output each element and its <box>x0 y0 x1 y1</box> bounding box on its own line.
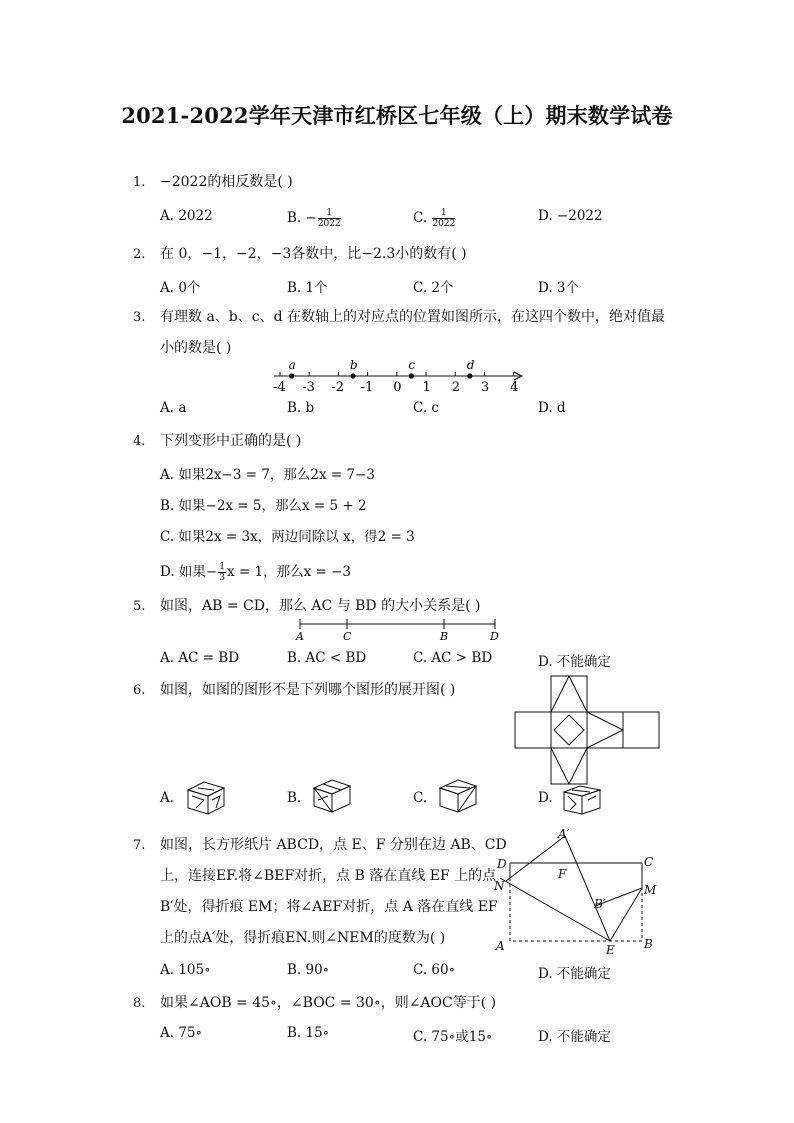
option-d[interactable]: D. 3个 <box>538 280 580 296</box>
option-a[interactable]: A. 2022 <box>160 208 213 224</box>
question-number: 1. <box>133 175 146 190</box>
fraction-numerator: 1 <box>318 208 341 219</box>
net-face-right <box>587 712 623 748</box>
label-a: A <box>496 939 505 953</box>
question-text: 如图，AB = CD，那么 AC 与 BD 的大小关系是( ) <box>160 598 481 614</box>
axis-tick-label: -3 <box>302 380 315 395</box>
question-number: 8. <box>133 996 146 1011</box>
option-c[interactable]: C. AC > BD <box>413 650 493 666</box>
net-face-far-right <box>623 712 659 748</box>
option-d[interactable]: D. 不能确定 <box>538 1029 611 1045</box>
label-e: E <box>606 943 615 957</box>
net-triangle-right <box>587 712 623 748</box>
axis-tick-label: -2 <box>331 380 345 395</box>
option-a[interactable]: A. 105∘ <box>160 962 211 978</box>
number-line-figure <box>268 358 528 398</box>
point-label-d: d <box>466 358 475 372</box>
fraction-numerator: 1 <box>432 208 455 219</box>
page-title: 2021-2022学年天津市红桥区七年级（上）期末数学试卷 <box>121 103 673 128</box>
question-text-line-4: 上的点A′处，得折痕EN.则∠NEM的度数为( ) <box>160 930 446 946</box>
fraction-denominator: 2022 <box>432 219 456 229</box>
question-number: 6. <box>133 683 146 698</box>
option-c[interactable]: C. 2个 <box>413 280 454 296</box>
label-b-prime: B′ <box>594 897 606 911</box>
cube-option-b-figure <box>310 776 354 816</box>
option-b[interactable]: B. b <box>287 400 315 416</box>
question-text: 如图，如图的图形不是下列哪个图形的展开图( ) <box>160 682 456 698</box>
option-d[interactable]: D. d <box>538 400 566 416</box>
net-triangle-bottom <box>551 748 587 784</box>
option-d[interactable]: D. 不能确定 <box>538 966 611 982</box>
fraction <box>218 562 226 583</box>
option-b[interactable]: B. 如果−2x = 5，那么x = 5 + 2 <box>160 498 367 514</box>
question-number: 2. <box>133 247 146 262</box>
label-a: A <box>296 630 304 643</box>
point-a <box>289 373 294 378</box>
label-f: F <box>558 867 567 881</box>
option-c-prefix: C. <box>413 210 432 226</box>
option-a[interactable]: A. a <box>160 400 187 416</box>
label-c: C <box>343 630 352 643</box>
option-b[interactable] <box>287 208 342 229</box>
question-number: 4. <box>133 434 146 449</box>
question-number: 3. <box>133 310 146 325</box>
axis-tick-label: 2 <box>451 380 460 395</box>
label-n: N <box>494 879 505 893</box>
label-a-prime: A′ <box>558 827 570 841</box>
question-text: 在 0，−1，−2，−3各数中，比−2.3小的数有( ) <box>160 246 467 262</box>
label-c: C <box>644 855 654 869</box>
fraction-denominator: 2022 <box>317 219 341 229</box>
option-c[interactable]: C. <box>413 790 428 806</box>
label-d: D <box>490 630 499 643</box>
option-c[interactable] <box>413 208 456 229</box>
question-text-line-2: 小的数是( ) <box>160 340 232 356</box>
question-number: 5. <box>133 599 146 614</box>
option-a[interactable]: A. 如果2x−3 = 7，那么2x = 7−3 <box>160 467 376 483</box>
label-b: B <box>644 937 653 951</box>
option-a[interactable]: A. <box>160 790 175 806</box>
axis-tick-label: 0 <box>393 380 402 395</box>
label-b: B <box>440 630 449 643</box>
line-n-a-prime <box>506 836 565 881</box>
point-label-b: b <box>350 358 358 372</box>
option-c[interactable]: C. 75∘或15∘ <box>413 1029 493 1045</box>
option-d[interactable]: D. 不能确定 <box>538 654 611 670</box>
option-a[interactable]: A. AC = BD <box>160 650 240 666</box>
question-text: 如果∠AOB = 45∘，∠BOC = 30∘，则∠AOC等于( ) <box>160 995 497 1011</box>
fraction-denominator: 3 <box>219 573 225 583</box>
cube-option-c-figure <box>436 776 480 816</box>
question-text-line-2: 上，连接EF.将∠BEF对折，点 B 落在直线 EF 上的点 <box>160 868 497 884</box>
option-c[interactable]: C. c <box>413 400 439 416</box>
point-d <box>467 373 472 378</box>
option-d[interactable] <box>160 560 351 583</box>
option-b[interactable]: B. <box>287 790 302 806</box>
axis-tick-label: 3 <box>480 380 490 395</box>
fraction-numerator: 1 <box>219 562 225 572</box>
fold-line-em <box>610 888 642 941</box>
point-label-c: c <box>408 358 416 372</box>
label-d: D <box>497 857 507 871</box>
option-d[interactable]: D. <box>538 790 553 806</box>
question-text-line-1: 如图，长方形纸片 ABCD，点 E、F 分别在边 AB、CD <box>160 837 507 853</box>
axis-tick-label: 4 <box>510 380 519 395</box>
net-face-bottom <box>551 748 587 784</box>
question-text-line-3: B′处，得折痕 EM；将∠AEF对折，点 A 落在直线 EF <box>160 899 498 915</box>
option-d[interactable]: D. −2022 <box>538 208 603 224</box>
option-b[interactable]: B. 90∘ <box>287 962 330 978</box>
net-diamond-center <box>554 715 584 745</box>
segment-figure <box>295 618 505 644</box>
label-m: M <box>644 883 657 897</box>
folded-rectangle-figure <box>490 826 670 956</box>
option-c[interactable]: C. 60∘ <box>413 962 456 978</box>
cube-option-d-figure <box>560 780 604 820</box>
question-text-line-1: 有理数 a、b、c、d 在数轴上的对应点的位置如图所示，在这四个数中，绝对值最 <box>160 309 666 325</box>
option-b[interactable]: B. AC < BD <box>287 650 367 666</box>
net-face-left <box>515 712 551 748</box>
axis-tick-label: -4 <box>273 380 286 395</box>
dashed-edges <box>510 878 642 941</box>
point-b <box>350 373 355 378</box>
axis-tick-label: 1 <box>422 380 431 395</box>
net-triangle-top <box>551 676 587 712</box>
net-face-top <box>551 676 587 712</box>
option-a[interactable]: A. 0个 <box>160 280 201 296</box>
option-b[interactable]: B. 15∘ <box>287 1025 330 1041</box>
option-b[interactable]: B. 1个 <box>287 280 328 296</box>
question-number: 7. <box>133 838 146 853</box>
axis-tick-label: -1 <box>360 380 374 395</box>
line-a-prime-e <box>565 836 610 941</box>
option-c[interactable]: C. 如果2x = 3x，两边同除以 x，得2 = 3 <box>160 529 415 545</box>
option-b-prefix: B. − <box>287 210 317 226</box>
cube-net-figure <box>513 674 661 786</box>
option-d-suffix: x = 1，那么x = −3 <box>226 564 351 580</box>
net-face-center <box>551 712 587 748</box>
question-text: 下列变形中正确的是( ) <box>160 433 302 449</box>
option-a[interactable]: A. 75∘ <box>160 1025 203 1041</box>
fraction <box>318 208 341 229</box>
question-text: −2022的相反数是( ) <box>160 174 293 190</box>
cube-option-a-figure <box>184 778 228 818</box>
point-label-a: a <box>288 358 296 372</box>
point-c <box>409 373 414 378</box>
fraction <box>432 208 455 229</box>
option-d-prefix: D. 如果− <box>160 564 218 580</box>
